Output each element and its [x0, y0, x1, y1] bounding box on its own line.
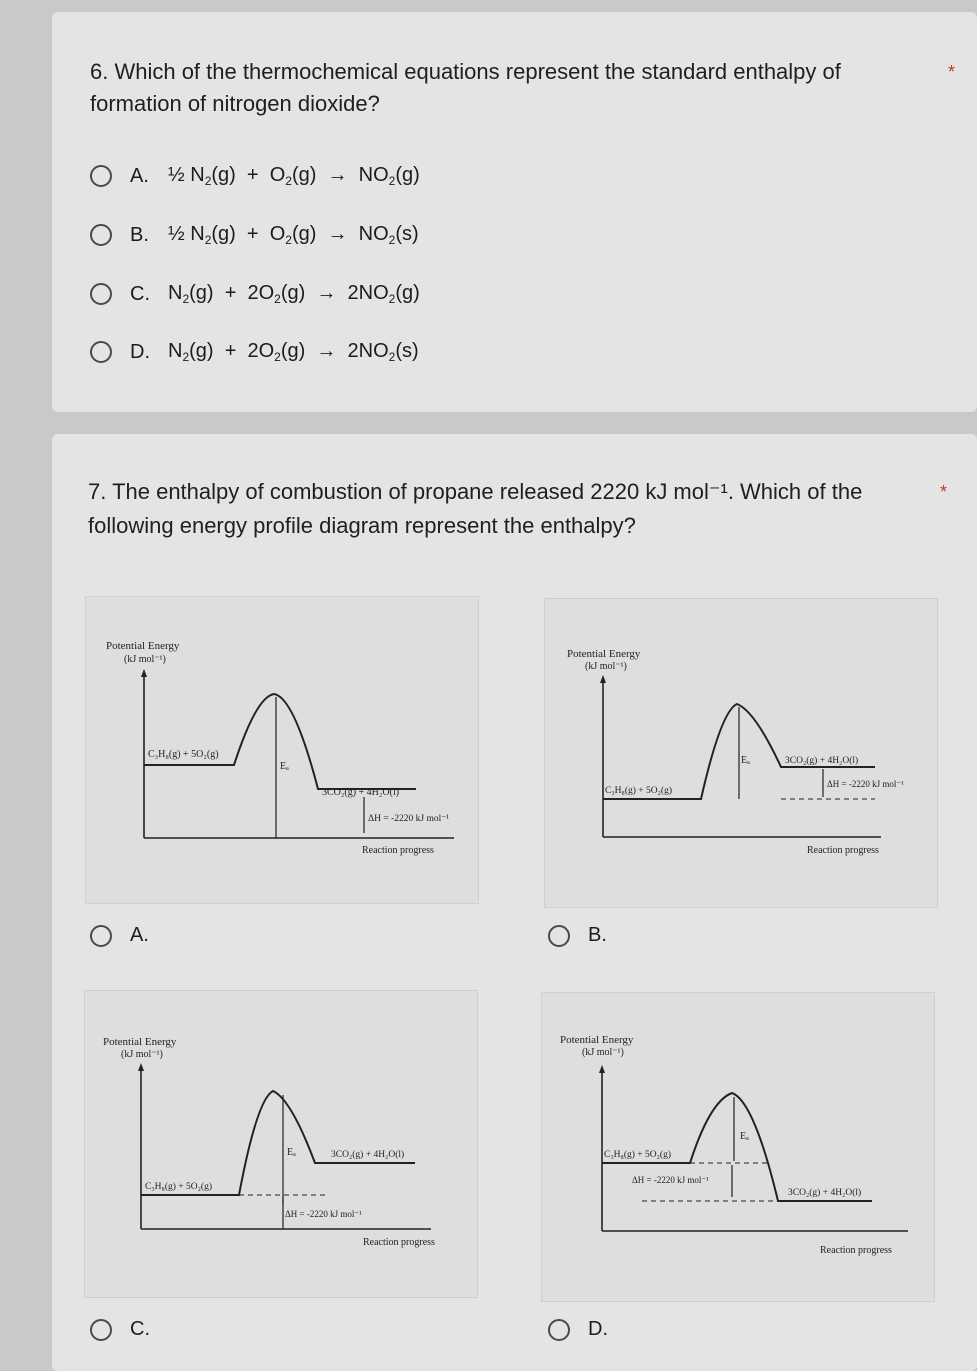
- option-7b[interactable]: [548, 924, 607, 947]
- radio-button[interactable]: [90, 1319, 112, 1341]
- question-7-card: [52, 434, 977, 1371]
- option-6c[interactable]: [90, 282, 420, 306]
- ea-label: Eₐ: [287, 1147, 296, 1158]
- energy-profile-diagram-a: [86, 597, 480, 905]
- radio-button[interactable]: [90, 224, 112, 246]
- y-axis-unit: (kJ mol⁻¹): [582, 1047, 624, 1058]
- products-label: 3CO₂(g) + 4H₂O(l): [322, 787, 400, 798]
- question-6-card: [52, 12, 977, 412]
- question-7-line1: 7. The enthalpy of combustion of propane released 2220 kJ mol⁻¹. Which of the: [88, 479, 863, 504]
- y-axis-label: Potential Energy: [103, 1036, 177, 1048]
- y-axis-unit: (kJ mol⁻¹): [585, 661, 627, 672]
- dh-label: ΔH = -2220 kJ mol⁻¹: [827, 779, 904, 789]
- required-asterisk: *: [948, 62, 956, 82]
- radio-button[interactable]: [90, 283, 112, 305]
- option-7d[interactable]: [548, 1318, 608, 1341]
- option-letter: D.: [130, 340, 150, 363]
- option-letter: C.: [130, 1318, 150, 1340]
- option-6a[interactable]: [90, 164, 420, 188]
- products-label: 3CO₂(g) + 4H₂O(l): [788, 1188, 862, 1198]
- option-6d[interactable]: [90, 340, 419, 364]
- dh-label: ΔH = -2220 kJ mol⁻¹: [632, 1175, 709, 1185]
- question-6-line2: formation of nitrogen dioxide?: [90, 91, 380, 116]
- y-axis-unit: (kJ mol⁻¹): [121, 1049, 163, 1060]
- option-7c[interactable]: [90, 1318, 150, 1341]
- dh-label: ΔH = -2220 kJ mol⁻¹: [368, 814, 450, 824]
- x-axis-label: Reaction progress: [820, 1245, 892, 1256]
- radio-button[interactable]: [548, 1319, 570, 1341]
- ea-label: Eₐ: [741, 755, 750, 766]
- y-axis-label: Potential Energy: [567, 648, 641, 660]
- products-label: 3CO₂(g) + 4H₂O(l): [331, 1150, 405, 1160]
- diagram-d-panel[interactable]: [541, 992, 935, 1302]
- energy-profile-diagram-b: [545, 599, 939, 909]
- dh-label: ΔH = -2220 kJ mol⁻¹: [285, 1209, 362, 1219]
- radio-button[interactable]: [90, 925, 112, 947]
- reactants-label: C₃H₈(g) + 5O₂(g): [604, 1150, 672, 1160]
- energy-profile-diagram-c: [85, 991, 479, 1299]
- radio-button[interactable]: [548, 925, 570, 947]
- option-letter: A.: [130, 164, 149, 187]
- radio-button[interactable]: [90, 341, 112, 363]
- x-axis-label: Reaction progress: [362, 845, 434, 856]
- x-axis-label: Reaction progress: [807, 845, 879, 856]
- equation: $N_2(g) + 2O_2(g) \to 2NO_2(g)$: [168, 282, 420, 306]
- question-7-line2: following energy profile diagram represent the enthalpy?: [88, 513, 636, 538]
- option-letter: D.: [588, 1318, 608, 1340]
- equation: ½ $N_2(g) + O_2(g) \to NO_2(g)$: [168, 164, 420, 188]
- diagram-a-panel[interactable]: [85, 596, 479, 904]
- equation: ½ $N_2(g) + O_2(g) \to NO_2(s)$: [168, 223, 419, 247]
- option-letter: C.: [130, 282, 150, 305]
- energy-curve: [144, 694, 416, 789]
- option-letter: A.: [130, 924, 149, 946]
- y-axis-label: Potential Energy: [106, 640, 180, 652]
- equation: $N_2(g) + 2O_2(g) \to 2NO_2(s)$: [168, 340, 419, 364]
- energy-profile-diagram-d: [542, 993, 936, 1303]
- diagram-b-panel[interactable]: [544, 598, 938, 908]
- option-6b[interactable]: [90, 223, 419, 247]
- reactants-label: C₃H₈(g) + 5O₂(g): [605, 786, 673, 796]
- products-label: 3CO₂(g) + 4H₂O(l): [785, 756, 859, 766]
- option-7a[interactable]: [90, 924, 149, 947]
- x-axis-label: Reaction progress: [363, 1237, 435, 1248]
- y-axis-label: Potential Energy: [560, 1034, 634, 1046]
- required-asterisk: *: [940, 482, 948, 502]
- radio-button[interactable]: [90, 165, 112, 187]
- y-axis-unit: (kJ mol⁻¹): [124, 654, 166, 665]
- question-6-line1: 6. Which of the thermochemical equations represent the standard enthalpy of: [90, 59, 841, 84]
- diagram-c-panel[interactable]: [84, 990, 478, 1298]
- option-letter: B.: [588, 924, 607, 946]
- energy-curve: [141, 1091, 415, 1195]
- option-letter: B.: [130, 223, 149, 246]
- reactants-label: C₃H₈(g) + 5O₂(g): [145, 1182, 213, 1192]
- reactants-label: C₃H₈(g) + 5O₂(g): [148, 749, 219, 760]
- ea-label: Eₐ: [280, 761, 289, 772]
- ea-label: Eₐ: [740, 1131, 749, 1142]
